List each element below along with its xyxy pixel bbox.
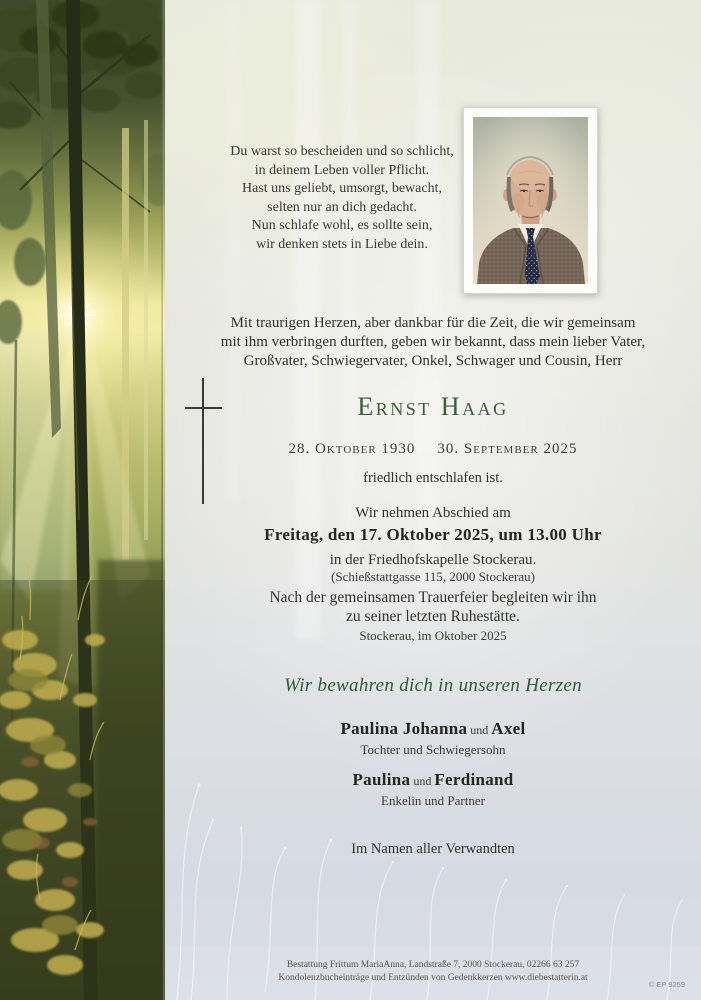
conjunction: und [470,723,489,737]
memorial-motto: Wir bewahren dich in unseren Herzen [284,675,582,696]
mourner-relation: Enkelin und Partner [381,793,485,808]
closing-line: Im Namen aller Verwandten [351,841,515,857]
service-intro: Wir nehmen Abschied am [355,505,511,521]
announcement-text [165,314,701,371]
procession-line: Nach der gemeinsamen Trauerfeier begleiten wir ihn [269,589,597,606]
poem-line: in deinem Leben voller Pflicht. [254,162,430,178]
announcement-line: mit ihm verbringen durften, geben wir bekannt, dass mein lieber Vater, [220,334,646,350]
footer-line: Bestattung Frittum MariaAnna, Landstraße 7, 2000 Stockerau, 02266 63 257 [286,960,580,970]
poem-line: Hast uns geliebt, umsorgt, bewacht, [242,181,442,197]
mourner-names [165,719,701,739]
life-dates [165,441,701,458]
passing-line: friedlich entschlafen ist. [363,470,503,486]
announcement-line: Mit traurigen Herzen, aber dankbar für die Zeit, die wir gemeinsam [230,315,636,331]
service-address: (Schießstattgasse 115, 2000 Stockerau) [331,569,535,584]
deceased-name: Ernst Haag [357,392,509,421]
death-date: 30. September 2025 [437,441,578,457]
poem-line: Du warst so bescheiden und so schlicht, [230,144,454,159]
mourner-names [165,770,701,790]
poem-line: selten nur an dich gedacht. [267,199,417,215]
service-datetime: Freitag, den 17. Oktober 2025, um 13.00 Uhr [264,525,602,544]
procession-note [165,589,701,626]
place-dateline: Stockerau, im Oktober 2025 [359,628,507,643]
poem-line: wir denken stets in Liebe dein. [256,236,428,252]
poem-line: Nun schlafe wohl, es sollte sein, [251,218,433,234]
announcement-line: Großvater, Schwiegervater, Onkel, Schwager und Cousin, Herr [243,353,623,369]
memorial-poem [172,143,512,255]
mourner-relation: Tochter und Schwiegersohn [360,742,506,757]
birth-date: 28. Oktober 1930 [288,441,416,457]
service-location: in der Friedhofskapelle Stockerau. [329,552,537,568]
print-code: © EP 9259 [648,980,685,989]
portrait-photo [463,107,598,294]
mourner-name: Ferdinand [434,770,514,789]
mourner-name: Axel [491,719,526,738]
mourner-name: Paulina [352,770,411,789]
procession-line: zu seiner letzten Ruhestätte. [346,607,520,625]
footer-line: Kondolenzbucheinträge und Entzünden von Gedenkkerzen www.diebestatterin.at [278,972,588,983]
funeral-home-footer [165,959,701,984]
forest-image [0,0,165,1000]
conjunction: und [413,774,432,788]
mourner-name: Paulina Johanna [340,719,468,738]
